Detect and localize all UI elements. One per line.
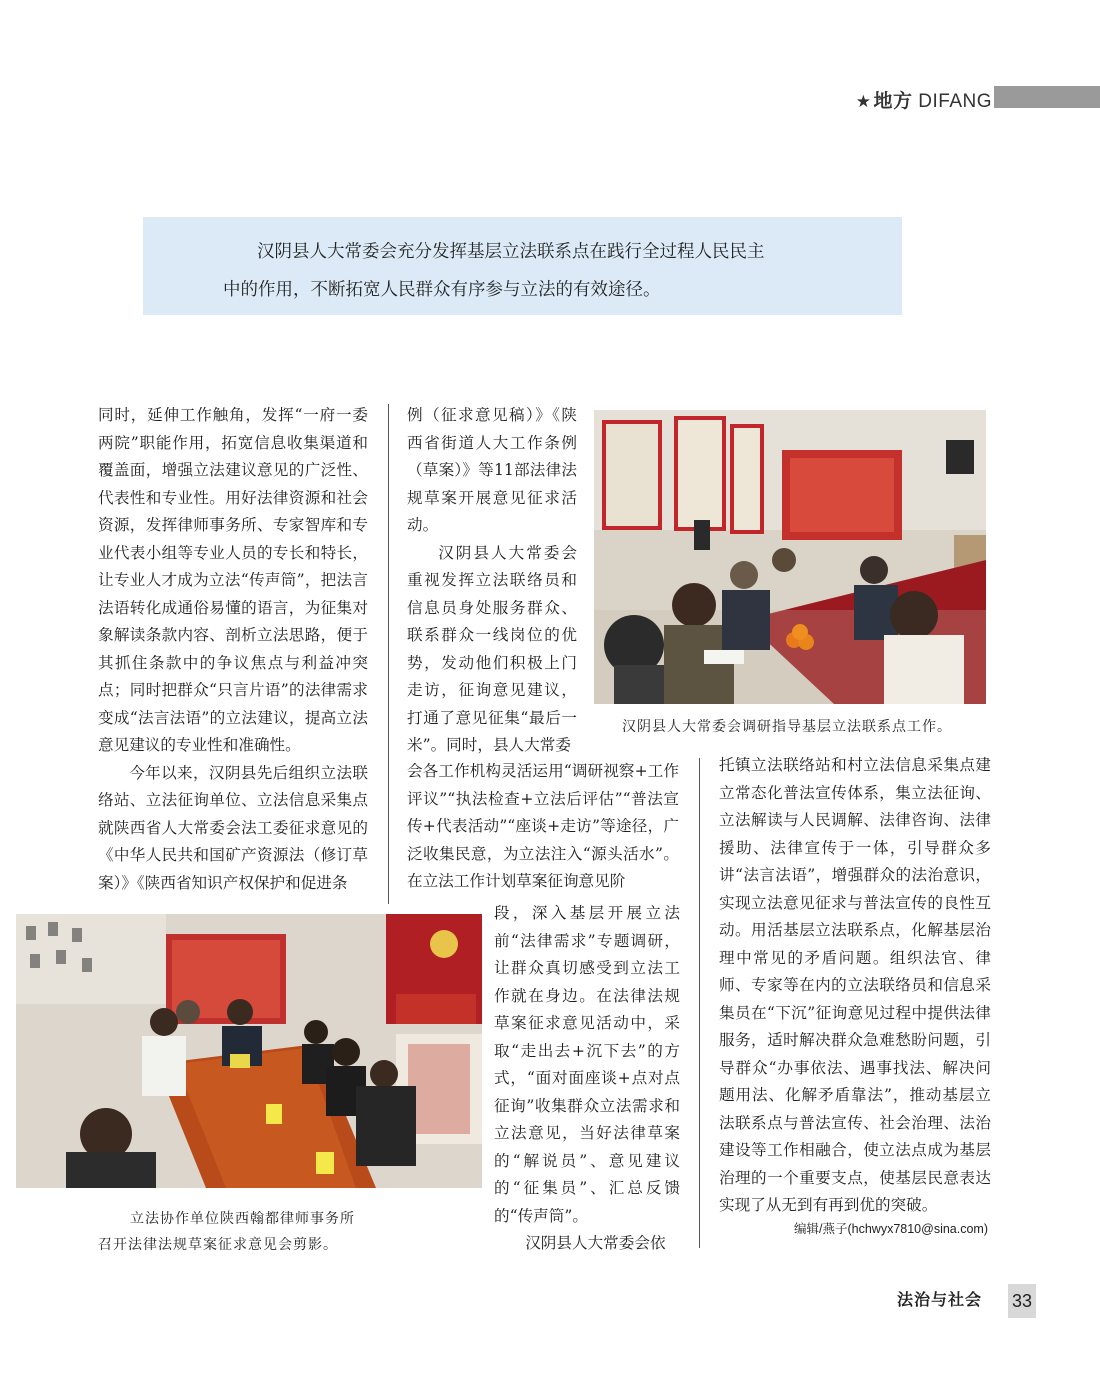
star-icon: ★ [855,92,872,111]
paragraph: 托镇立法联络站和村立法信息采集点建立常态化普法宣传体系，集立法征询、立法解读与人民调解、法律咨询、法律援助、法律宣传于一体，引导群众多讲“法言法语”，增强群众的法治意识，实现立法意见征求与普法宣传的良性互动。用活基层立法联系点，化解基层治理中常见的矛盾问题。组织法官、律师、专家等在内的立法联络员和信息采集员在“下沉”征询意见过程中提供法律服务，适时解决群众急难愁盼问题，引导群众“办事依法、遇事找法、解决问题用法、化解矛盾靠法”，推动基层立法联系点与普法宣传、社会治理、法治建设等工作相融合，使立法点成为基层治理的一个重要支点，使基层民意表达实现了从无到有再到优的突破。 [719,756,991,1214]
photo-2-caption-line-2: 召开法律法规草案征求意见会剪影。 [98,1237,338,1253]
column-2 [407,402,577,760]
magazine-name: 法治与社会 [897,1292,983,1309]
meeting-photo-2 [16,914,482,1188]
meeting-photo-1 [594,410,986,704]
column-2-continued [407,758,679,896]
column-divider [388,404,389,904]
section-bar [994,86,1100,108]
photo-2-caption [98,1206,355,1258]
paragraph: 段，深入基层开展立法前“法律需求”专题调研，让群众真切感受到立法工作就在身边。在法律法规草案征求意见活动中，采取“走出去+沉下去”的方式，“面对面座谈+点对点征询”收集群众立法需求和立法意见，当好法律草案的“解说员”、意见建议的“征集员”、汇总反馈的“传声筒”。 [494,904,680,1225]
photo-2-caption-line-1: 立法协作单位陕西翰都律师事务所 [130,1211,355,1227]
column-divider [699,758,700,1248]
column-3 [719,752,991,1220]
section-tag [856,86,992,113]
column-2-lower [494,900,680,1258]
section-name-en: DIFANG [918,91,992,112]
lead-line-2: 中的作用，不断拓宽人民群众有序参与立法的有效途径。 [223,280,661,300]
meeting-photo-1-image [594,410,986,704]
editor-credit: 编辑/燕子(hchwyx7810@sina.com) [794,1222,988,1236]
lead-line-1: 汉阴县人大常委会充分发挥基层立法联系点在践行全过程人民民主 [257,242,765,262]
photo-1-caption: 汉阴县人大常委会调研指导基层立法联系点工作。 [622,719,952,735]
paragraph: 汉阴县人大常委会依 [525,1234,666,1252]
paragraph: 汉阴县人大常委会重视发挥立法联络员和信息员身处服务群众、联系群众一线岗位的优势，发动他们积极上门走访，征询意见建议，打通了意见征集“最后一米”。同时，县人大常委 [407,543,577,754]
meeting-photo-2-image [16,914,482,1188]
section-name: 地方 [873,91,913,112]
paragraph: 会各工作机构灵活运用“调研视察+工作评议”“执法检查+立法后评估”“普法宣传+代表活动”“座谈+走访”等途径，广泛收集民意，为立法注入“源头活水”。在立法工作计划草案征询意见阶 [407,762,679,890]
paragraph: 例（征求意见稿）》《陕西省街道人大工作条例（草案）》等11部法律法规草案开展意见征求活动。 [407,406,577,534]
paragraph: 同时，延伸工作触角，发挥“一府一委两院”职能作用，拓宽信息收集渠道和覆盖面，增强立法建议意见的广泛性、代表性和专业性。用好法律资源和社会资源，发挥律师事务所、专家智库和专业代表小组等专业人员的专长和特长，让专业人才成为立法“传声筒”，把法言法语转化成通俗易懂的语言，为征集对象解读条款内容、剖析立法思路，便于其抓住条款中的争议焦点与利益冲突点；同时把群众“只言片语”的法律需求变成“法言法语”的立法建议，提高立法意见建议的专业性和准确性。 [98,406,368,754]
lead-box [143,217,902,315]
paragraph: 今年以来，汉阴县先后组织立法联络站、立法征询单位、立法信息采集点就陕西省人大常委会法工委征求意见的《中华人民共和国矿产资源法（修订草案）》《陕西省知识产权保护和促进条 [98,763,368,892]
column-1 [98,402,368,897]
page-number: 33 [1008,1284,1036,1318]
